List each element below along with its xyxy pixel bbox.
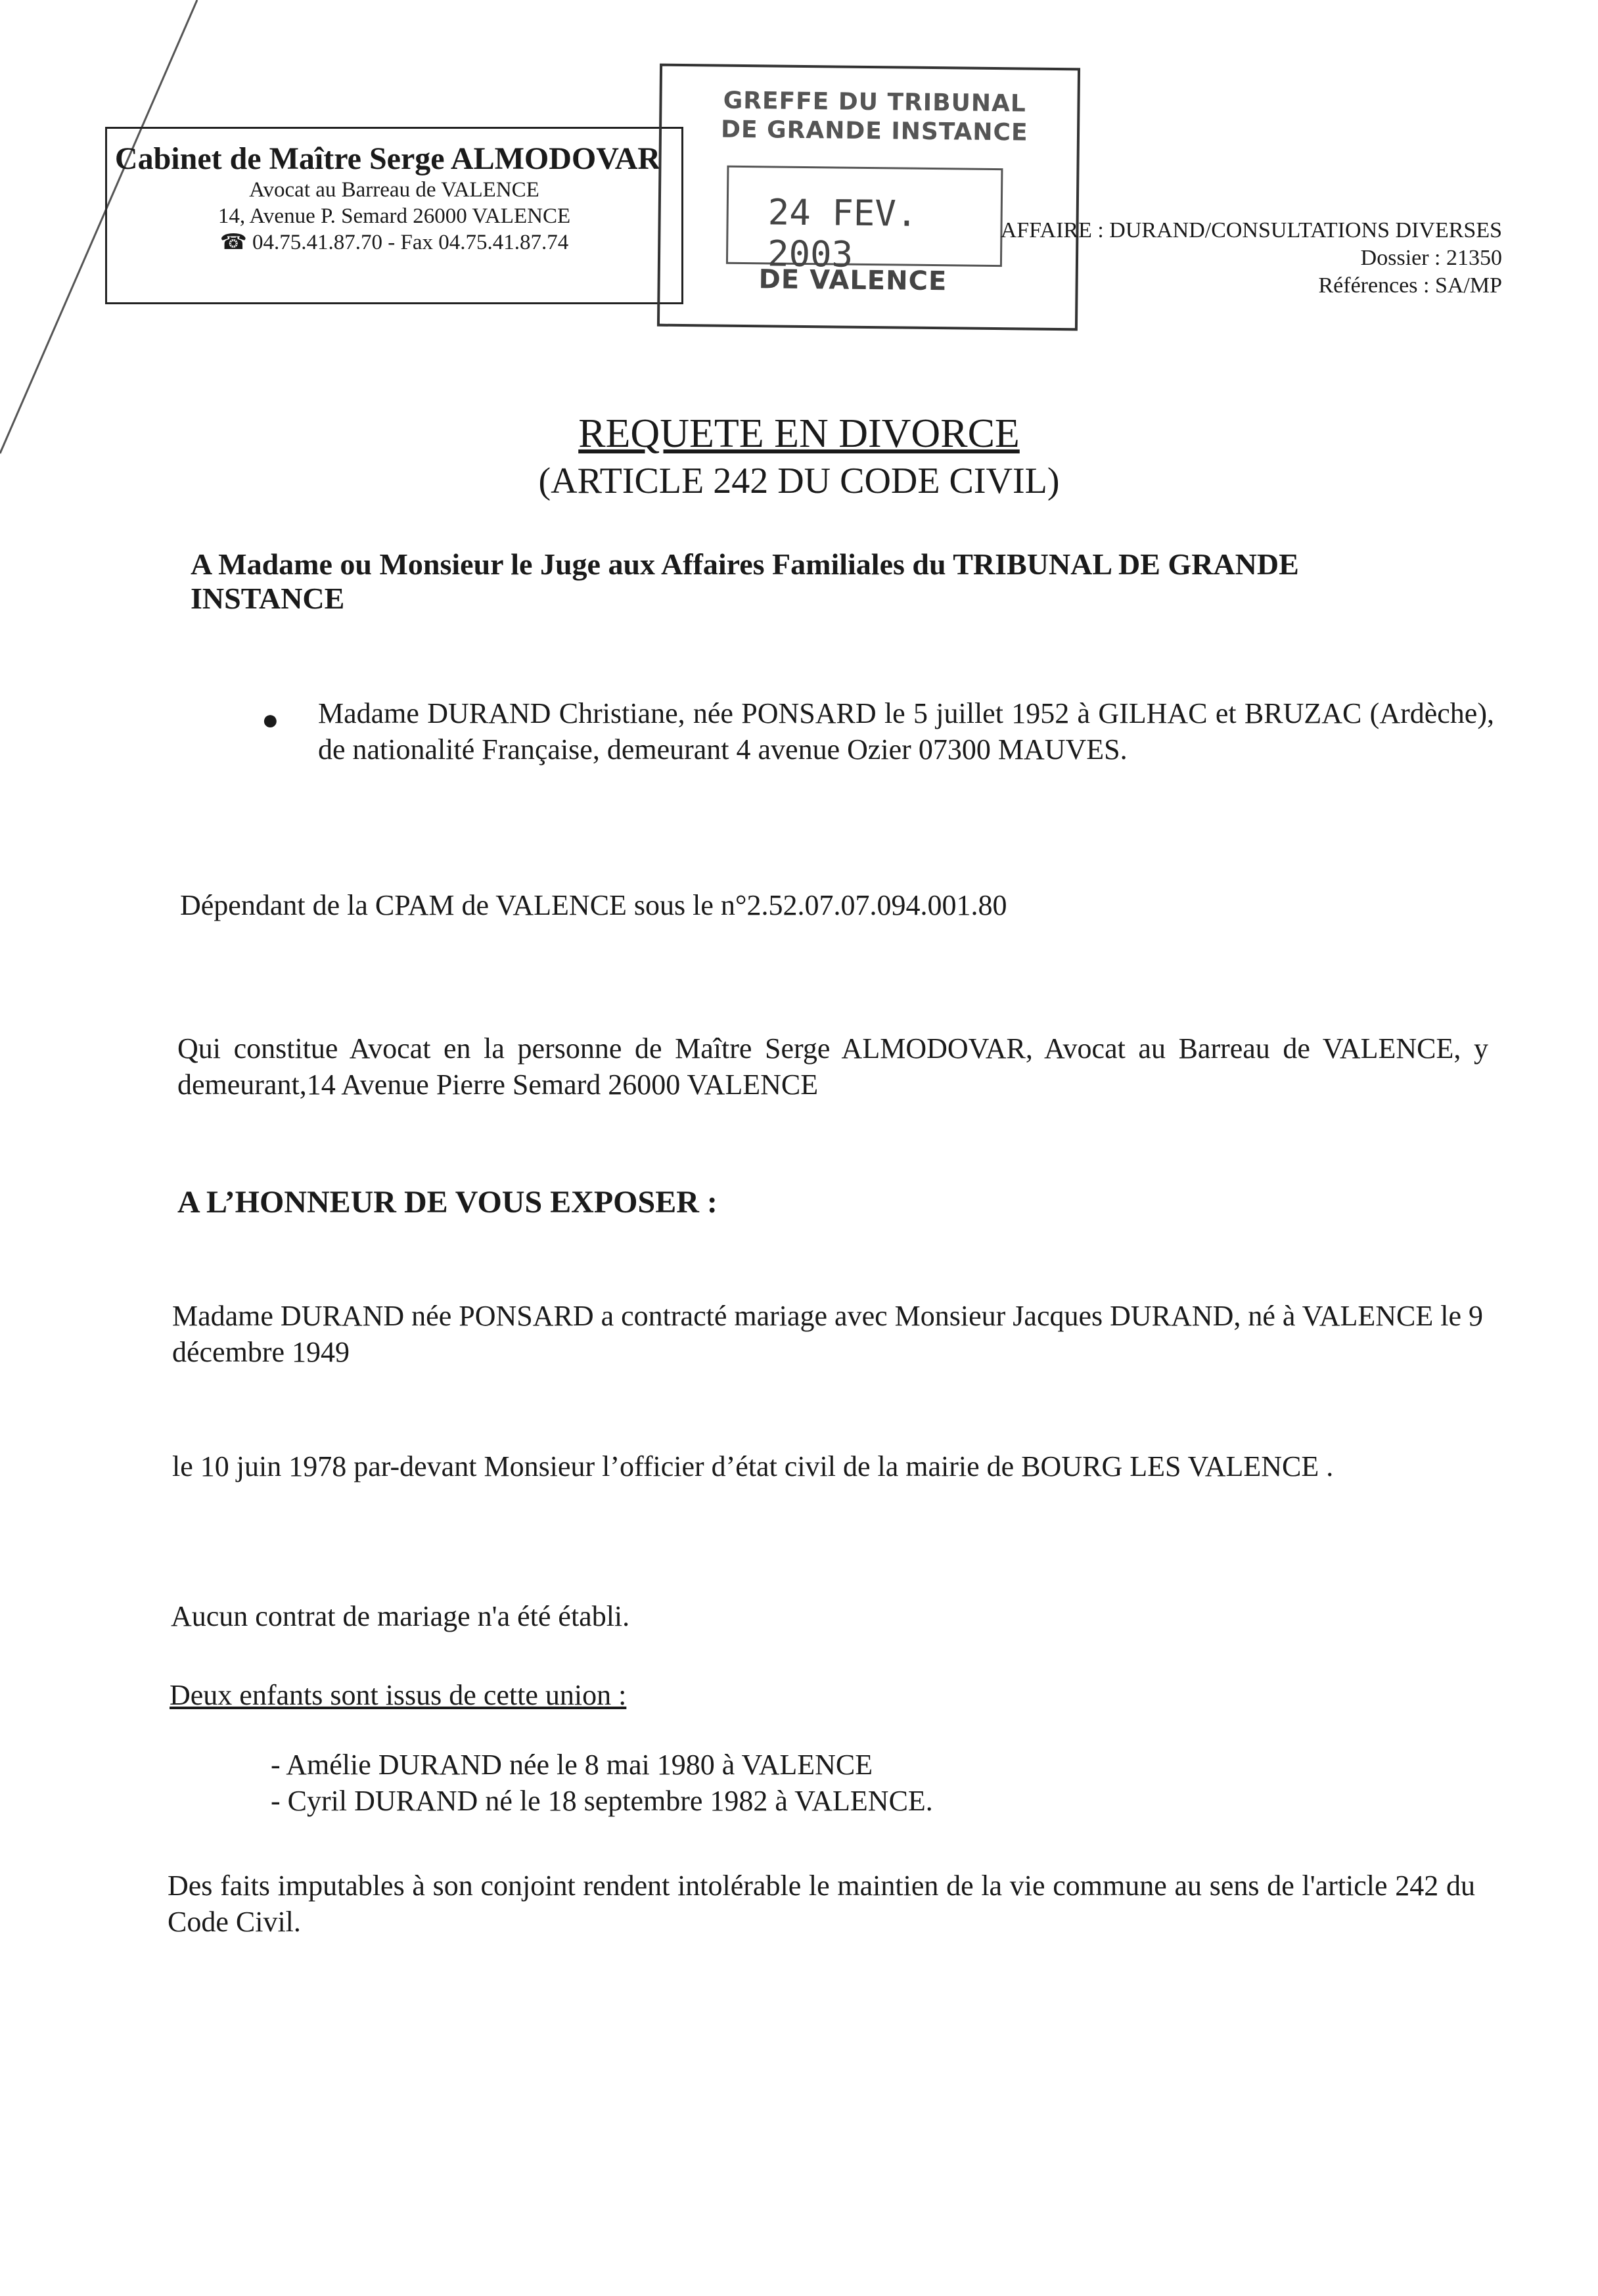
facts-paragraph: Des faits imputables à son conjoint rendent intolérable le maintien de la vie commune au sens de l'article 242 du Code Civil. xyxy=(168,1870,1475,1938)
child-item-1: - Amélie DURAND née le 8 mai 1980 à VALENCE xyxy=(271,1749,873,1781)
document-subtitle: (ARTICLE 242 DU CODE CIVIL) xyxy=(538,461,1060,501)
marriage-paragraph: Madame DURAND née PONSARD a contracté mariage avec Monsieur Jacques DURAND, né à VALENCE le 9 décembre 1949 xyxy=(172,1300,1483,1368)
child-item-2: - Cyril DURAND né le 18 septembre 1982 à VALENCE. xyxy=(271,1785,933,1817)
expose-heading: A L’HONNEUR DE VOUS EXPOSER : xyxy=(177,1185,718,1220)
cpam-line: Dépendant de la CPAM de VALENCE sous le n°2.52.07.07.094.001.80 xyxy=(180,889,1007,921)
addressee: A Madame ou Monsieur le Juge aux Affaires Familiales du TRIBUNAL DE GRANDE INSTANCE xyxy=(191,547,1299,615)
firm-name: Cabinet de Maître Serge ALMODOVAR xyxy=(114,141,661,176)
stamp-header xyxy=(721,87,1028,148)
stamp-line-1: GREFFE DU TRIBUNAL xyxy=(723,87,1027,118)
contract-line: Aucun contrat de mariage n'a été établi. xyxy=(171,1600,630,1632)
bullet-icon: ● xyxy=(262,704,279,736)
party-description: Madame DURAND Christiane, née PONSARD le 5 juillet 1952 à GILHAC et BRUZAC (Ardèche), de nationalité Française, demeurant 4 avenue Ozier 07300 MAUVES. xyxy=(318,697,1494,766)
letterhead-box xyxy=(105,127,683,304)
stamp-line-3: DE VALENCE xyxy=(758,264,947,297)
affaire-label: AFFAIRE : DURAND/CONSULTATIONS DIVERSES xyxy=(1000,218,1502,242)
stamp-date: 24 FEV. 2003 xyxy=(726,166,1003,267)
marriage-date-paragraph: le 10 juin 1978 par-devant Monsieur l’officier d’état civil de la mairie de BOURG LES VALENCE . xyxy=(172,1450,1334,1482)
children-heading: Deux enfants sont issus de cette union : xyxy=(170,1679,627,1711)
firm-phone-fax: ☎ 04.75.41.87.70 - Fax 04.75.41.87.74 xyxy=(219,231,569,254)
references: Références : SA/MP xyxy=(1318,273,1502,298)
case-info xyxy=(1001,217,1502,300)
document-title: REQUETE EN DIVORCE xyxy=(578,411,1020,456)
stamp-line-2: DE GRANDE INSTANCE xyxy=(720,116,1028,147)
firm-bar: Avocat au Barreau de VALENCE xyxy=(249,178,539,202)
dossier-number: Dossier : 21350 xyxy=(1360,246,1502,270)
counsel-paragraph: Qui constitue Avocat en la personne de Maître Serge ALMODOVAR, Avocat au Barreau de VALENCE, y demeurant,14 Avenue Pierre Semard 26000 VALENCE xyxy=(177,1032,1488,1101)
firm-address: 14, Avenue P. Semard 26000 VALENCE xyxy=(217,204,571,228)
